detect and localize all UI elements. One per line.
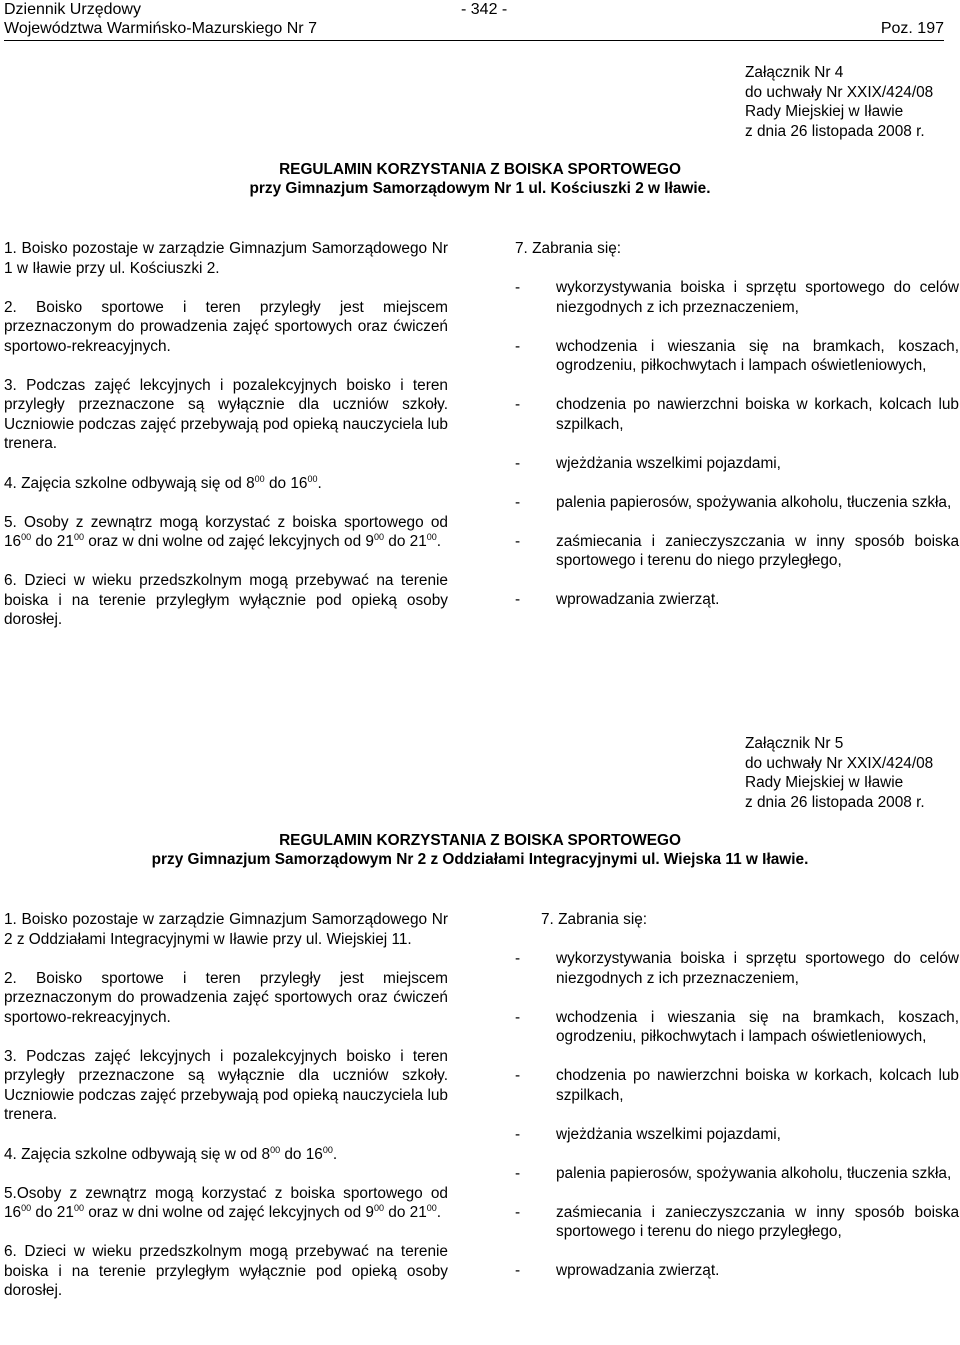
annex5-line-2: do uchwały Nr XXIX/424/08 xyxy=(745,754,934,772)
annex5-left-column xyxy=(4,910,448,1301)
annex4-paragraph-6: 6. Dzieci w wieku przedszkolnym mogą przebywać na terenie boiska i na terenie przyległym wyłącznie pod opieką osoby dorosłej. xyxy=(4,572,448,628)
annex4-prohibition-6: - zaśmiecania i zanieczyszczania w inny sposób boiska sportowego i terenu do niego przyległego, xyxy=(515,532,959,569)
annex5-paragraph-3: 3. Podczas zajęć lekcyjnych i pozalekcyjnych boisko i teren przyległy przeznaczone są wyłącznie dla uczniów szkoły. Uczniowie podczas zajęć przebywają pod opieką nauczyciela lub trenera. xyxy=(4,1047,448,1123)
annex4-line-3: Rady Miejskiej w Iławie xyxy=(745,103,904,120)
header-rule xyxy=(4,40,944,41)
annex5-paragraph-1: 1. Boisko pozostaje w zarządzie Gimnazjum Samorządowego Nr 2 z Oddziałami Integracyjnymi w Iławie przy ul. Wiejskiej 11. xyxy=(4,911,448,948)
annex5-title-1: REGULAMIN KORZYSTANIA Z BOISKA SPORTOWEGO xyxy=(279,832,681,849)
annex4-prohibition-2: - wchodzenia i wieszania się na bramkach, koszach, ogrodzeniu, piłkochwytach i lampach oświetleniowych, xyxy=(515,337,959,374)
annex5-paragraph-5: 5.Osoby z zewnątrz mogą korzystać z boiska sportowego od $16^{00}$ do $21^{00}$ oraz w dni wolne od zajęć lekcyjnych od $9^{00}$ do $21^{00}$. xyxy=(4,1184,448,1221)
annex5-prohibition-6: - zaśmiecania i zanieczyszczania w inny sposób boiska sportowego i terenu do niego przyległego, xyxy=(515,1203,959,1240)
journal-title: Dziennik Urzędowy xyxy=(4,1,141,18)
annex4-paragraph-1: 1. Boisko pozostaje w zarządzie Gimnazjum Samorządowego Nr 1 w Iławie przy ul. Kościuszki 2. xyxy=(4,240,448,277)
annex5-prohibition-5: - palenia papierosów, spożywania alkoholu, tłuczenia szkła, xyxy=(515,1164,952,1182)
annex4-line-2: do uchwały Nr XXIX/424/08 xyxy=(745,83,934,101)
annex4-prohibition-5: - palenia papierosów, spożywania alkoholu, tłuczenia szkła, xyxy=(515,493,952,511)
annex4-prohibition-1: - wykorzystywania boiska i sprzętu sportowego do celów niezgodnych z ich przeznaczeniem, xyxy=(515,279,959,316)
annex4-line-4: z dnia 26 listopada 2008 r. xyxy=(745,122,925,140)
annex5-line-3: Rady Miejskiej w Iławie xyxy=(745,774,904,791)
annex5-paragraph-7: 7. Zabrania się: xyxy=(541,911,648,928)
annex5-prohibition-1: - wykorzystywania boiska i sprzętu sportowego do celów niezgodnych z ich przeznaczeniem, xyxy=(515,950,959,987)
annex4-line-1: Załącznik Nr 4 xyxy=(745,64,844,81)
annex5-right-column xyxy=(515,910,959,1281)
annex4-title-1: REGULAMIN KORZYSTANIA Z BOISKA SPORTOWEGO xyxy=(279,161,681,178)
annex4-prohibition-4: - wjeżdżania wszelkimi pojazdami, xyxy=(515,454,781,472)
annex5-prohibition-3: - chodzenia po nawierzchni boiska w korkach, kolcach lub szpilkach, xyxy=(515,1067,959,1104)
annex5-prohibition-2: - wchodzenia i wieszania się na bramkach, koszach, ogrodzeniu, piłkochwytach i lampach oświetleniowych, xyxy=(515,1008,959,1045)
annex5-paragraph-4: 4. Zajęcia szkolne odbywają się w od $8^{00}$ do $16^{00}$. xyxy=(4,1144,338,1163)
annex5-line-4: z dnia 26 listopada 2008 r. xyxy=(745,793,925,811)
annex5-prohibition-4: - wjeżdżania wszelkimi pojazdami, xyxy=(515,1125,781,1143)
annex4-paragraph-7: 7. Zabrania się: xyxy=(515,240,622,257)
page-number: - 342 - xyxy=(461,1,508,18)
annex4-paragraph-5: 5. Osoby z zewnątrz mogą korzystać z boiska sportowego od $16^{00}$ do $21^{00}$ oraz w dni wolne od zajęć lekcyjnych od $9^{00}$ do $21^{00}$. xyxy=(4,513,448,550)
annex5-paragraph-2: 2. Boisko sportowe i teren przyległy jest miejscem przeznaczonym do prowadzenia zajęć sportowych oraz ćwiczeń sportowo-rekreacyjnych. xyxy=(4,969,448,1026)
annex4-prohibition-7: - wprowadzania zwierząt. xyxy=(515,591,720,608)
annex4-reference xyxy=(745,63,933,141)
position-number: Poz. 197 xyxy=(880,20,944,37)
annex5-line-1: Załącznik Nr 5 xyxy=(745,735,844,752)
annex4-title-2: przy Gimnazjum Samorządowym Nr 1 ul. Kościuszki 2 w Iławie. xyxy=(249,180,711,197)
annex4-paragraph-3: 3. Podczas zajęć lekcyjnych i pozalekcyjnych boisko i teren przyległy przeznaczone są wyłącznie dla uczniów szkoły. Uczniowie podczas zajęć przebywają pod opieką nauczyciela lub trenera. xyxy=(4,376,448,452)
annex4-right-column xyxy=(515,239,959,610)
voivodeship-title: Województwa Warmińsko-Mazurskiego Nr 7 xyxy=(4,20,317,37)
annex5-prohibition-7: - wprowadzania zwierząt. xyxy=(515,1262,720,1279)
annex5-reference xyxy=(745,734,933,812)
annex4-prohibition-3: - chodzenia po nawierzchni boiska w korkach, kolcach lub szpilkach, xyxy=(515,396,959,433)
annex4-paragraph-2: 2. Boisko sportowe i teren przyległy jest miejscem przeznaczonym do prowadzenia zajęć sportowych oraz ćwiczeń sportowo-rekreacyjnych. xyxy=(4,298,448,355)
annex4-paragraph-4: 4. Zajęcia szkolne odbywają się od $8^{00}$ do $16^{00}$. xyxy=(4,473,322,492)
annex5-title-2: przy Gimnazjum Samorządowym Nr 2 z Oddziałami Integracyjnymi ul. Wiejska 11 w Iławie. xyxy=(151,851,809,868)
annex5-paragraph-6: 6. Dzieci w wieku przedszkolnym mogą przebywać na terenie boiska i na terenie przyległym wyłącznie pod opieką osoby dorosłej. xyxy=(4,1243,448,1299)
annex4-left-column xyxy=(4,239,448,630)
